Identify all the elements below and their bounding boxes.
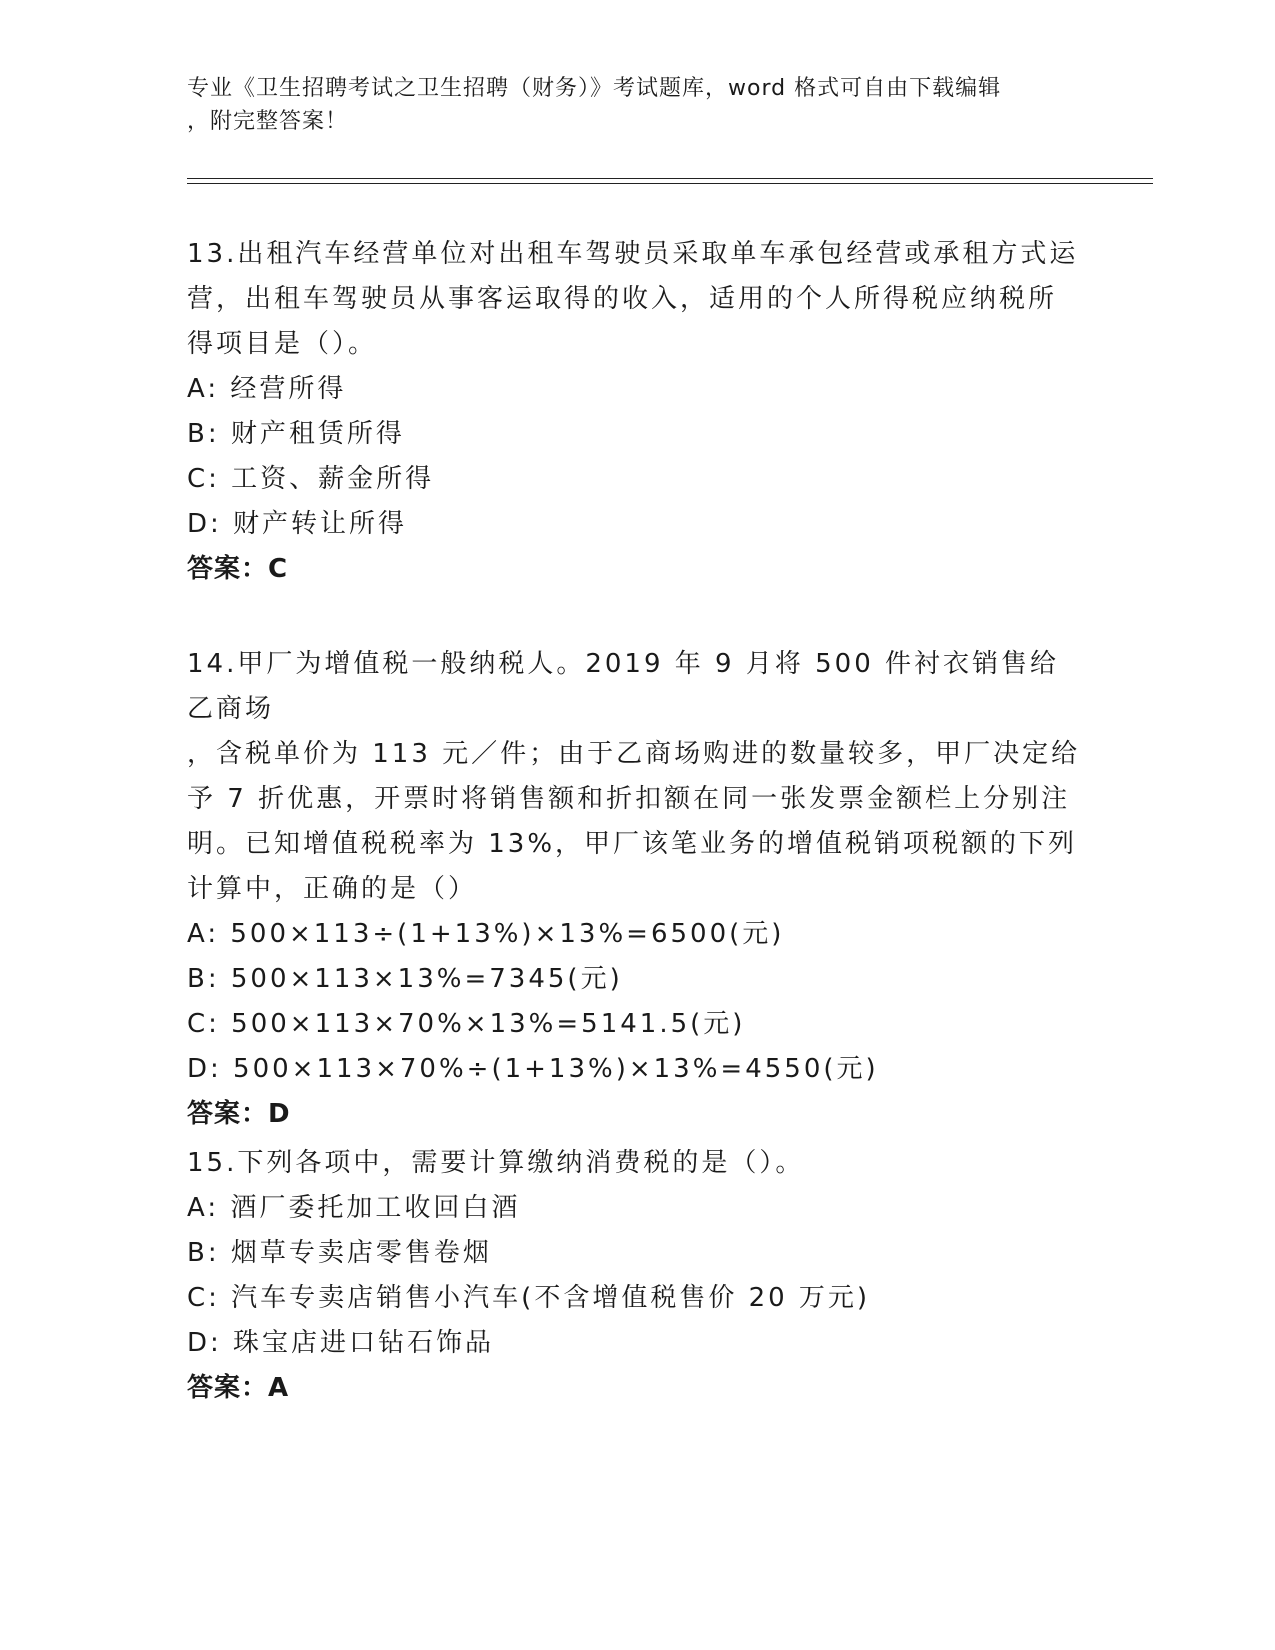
option-c: C: 500×113×70%×13%=5141.5(元): [187, 1009, 746, 1039]
question-stem-line: 营，出租车驾驶员从事客运取得的收入，适用的个人所得税应纳税所: [187, 284, 1058, 314]
option-b: B: 财产租赁所得: [187, 419, 405, 449]
header-divider-bottom: [187, 183, 1153, 184]
option-d: D: 财产转让所得: [187, 509, 408, 539]
header-note-line-2: ，附完整答案！: [187, 109, 349, 134]
option-c: C: 工资、薪金所得: [187, 464, 435, 494]
header-divider-top: [187, 178, 1153, 179]
option-b: B: 烟草专卖店零售卷烟: [187, 1238, 492, 1268]
option-d: D: 珠宝店进口钻石饰品: [187, 1328, 495, 1358]
option-b: B: 500×113×13%=7345(元): [187, 964, 623, 994]
question-14: [187, 642, 1087, 1137]
question-stem-line: 14.甲厂为增值税一般纳税人。2019 年 9 月将 500 件衬衣销售给乙商场: [187, 649, 1060, 724]
question-stem-line: 计算中，正确的是（）: [187, 874, 478, 904]
option-a: A: 500×113÷(1+13%)×13%=6500(元): [187, 919, 785, 949]
question-stem-line: 15.下列各项中，需要计算缴纳消费税的是（）。: [187, 1148, 805, 1178]
answer-line: 答案：D: [187, 1099, 291, 1129]
question-stem-line: 予 7 折优惠，开票时将销售额和折扣额在同一张发票金额栏上分别注: [187, 784, 1071, 814]
question-stem-line: 得项目是（）。: [187, 329, 378, 359]
question-stem-line: 13.出租汽车经营单位对出租车驾驶员采取单车承包经营或承租方式运: [187, 239, 1079, 269]
answer-line: 答案：C: [187, 554, 289, 584]
option-a: A: 酒厂委托加工收回白酒: [187, 1193, 521, 1223]
question-stem-line: ，含税单价为 113 元／件；由于乙商场购进的数量较多，甲厂决定给: [187, 739, 1081, 769]
option-d: D: 500×113×70%÷(1+13%)×13%=4550(元): [187, 1054, 879, 1084]
question-15: [187, 1141, 1087, 1411]
header-note-line-1: 专业《卫生招聘考试之卫生招聘（财务）》考试题库，word 格式可自由下载编辑: [187, 76, 1002, 101]
question-stem-line: 明。已知增值税税率为 13%，甲厂该笔业务的增值税销项税额的下列: [187, 829, 1078, 859]
question-13: [187, 232, 1087, 592]
option-a: A: 经营所得: [187, 374, 347, 404]
option-c: C: 汽车专卖店销售小汽车(不含增值税售价 20 万元): [187, 1283, 871, 1313]
document-header-note: [187, 72, 1087, 138]
answer-line: 答案：A: [187, 1373, 290, 1403]
